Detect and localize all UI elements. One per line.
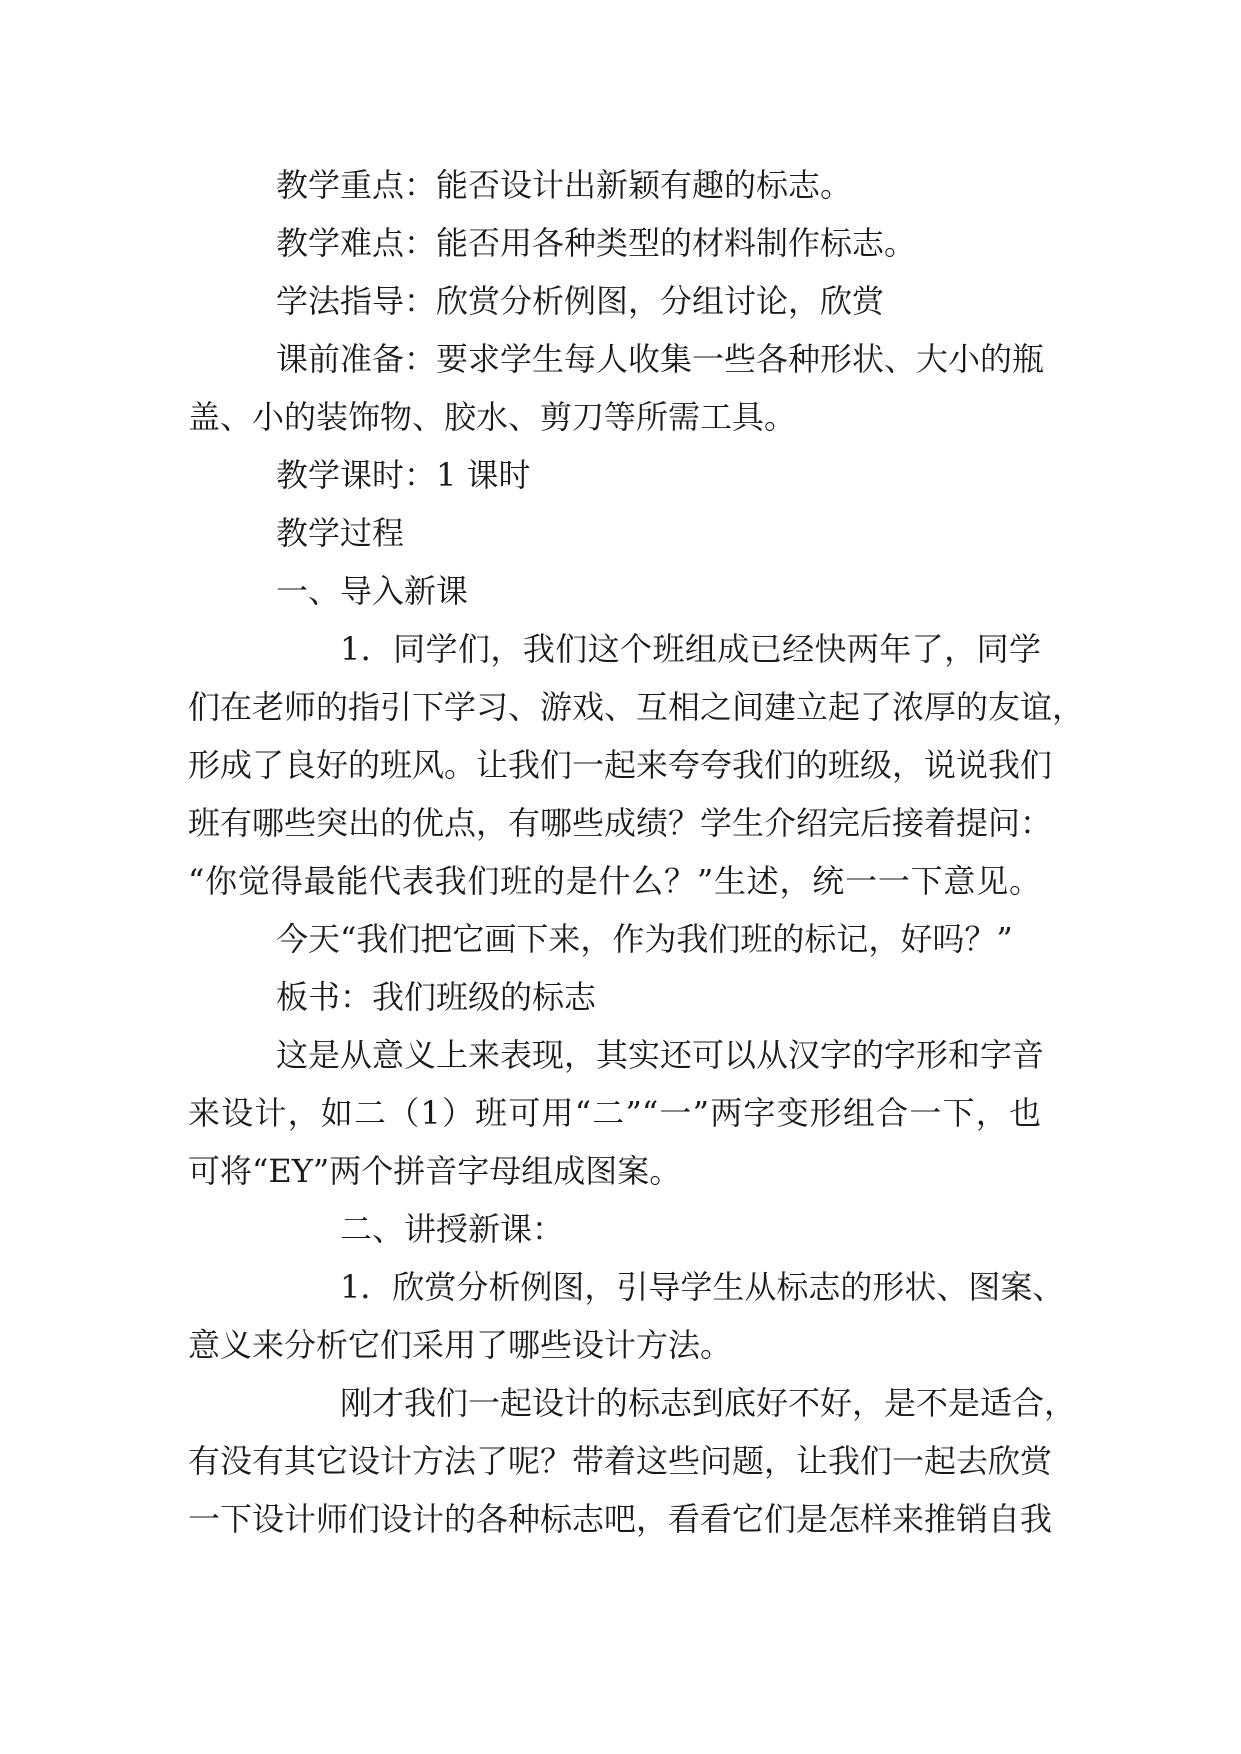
- text-line: 课前准备：要求学生每人收集一些各种形状、大小的瓶: [276, 340, 1045, 378]
- text-line: 1．欣赏分析例图，引导学生从标志的形状、图案、: [340, 1268, 1065, 1306]
- text-line: 教学重点：能否设计出新颖有趣的标志。: [276, 166, 853, 204]
- text-line: 盖、小的装饰物、胶水、剪刀等所需工具。: [188, 398, 797, 436]
- section-heading: 二、讲授新课：: [340, 1210, 565, 1248]
- text-line: 意义来分析它们采用了哪些设计方法。: [188, 1326, 733, 1364]
- text-line: 板书：我们班级的标志: [276, 978, 597, 1016]
- text-line: 教学课时：1 课时: [276, 456, 531, 494]
- section-heading: 一、导入新课: [276, 572, 469, 610]
- text-line: 这是从意义上来表现，其实还可以从汉字的字形和字音: [276, 1036, 1045, 1074]
- text-line: 班有哪些突出的优点，有哪些成绩？学生介绍完后接着提问：: [188, 804, 1053, 842]
- text-line: “你觉得最能代表我们班的是什么？”生述，统一一下意见。: [188, 862, 1041, 900]
- text-line: 们在老师的指引下学习、游戏、互相之间建立起了浓厚的友谊，: [188, 688, 1085, 726]
- text-line: 有没有其它设计方法了呢？带着这些问题，让我们一起去欣赏: [188, 1442, 1053, 1480]
- text-line: 刚才我们一起设计的标志到底好不好，是不是适合，: [340, 1384, 1077, 1422]
- text-line: 今天“我们把它画下来，作为我们班的标记，好吗？”: [276, 920, 1013, 958]
- text-line: 一下设计师们设计的各种标志吧，看看它们是怎样来推销自我: [188, 1500, 1053, 1538]
- text-line: 学法指导：欣赏分析例图，分组讨论，欣赏: [276, 282, 885, 320]
- text-line: 形成了良好的班风。让我们一起来夸夸我们的班级，说说我们: [188, 746, 1053, 784]
- text-line: 教学过程: [276, 514, 405, 552]
- text-line: 可将“EY”两个拼音字母组成图案。: [188, 1152, 682, 1190]
- text-line: 教学难点：能否用各种类型的材料制作标志。: [276, 224, 917, 262]
- text-line: 1．同学们，我们这个班组成已经快两年了，同学: [340, 630, 1041, 668]
- text-line: 来设计，如二（1）班可用“二”“一”两字变形组合一下，也: [188, 1094, 1041, 1132]
